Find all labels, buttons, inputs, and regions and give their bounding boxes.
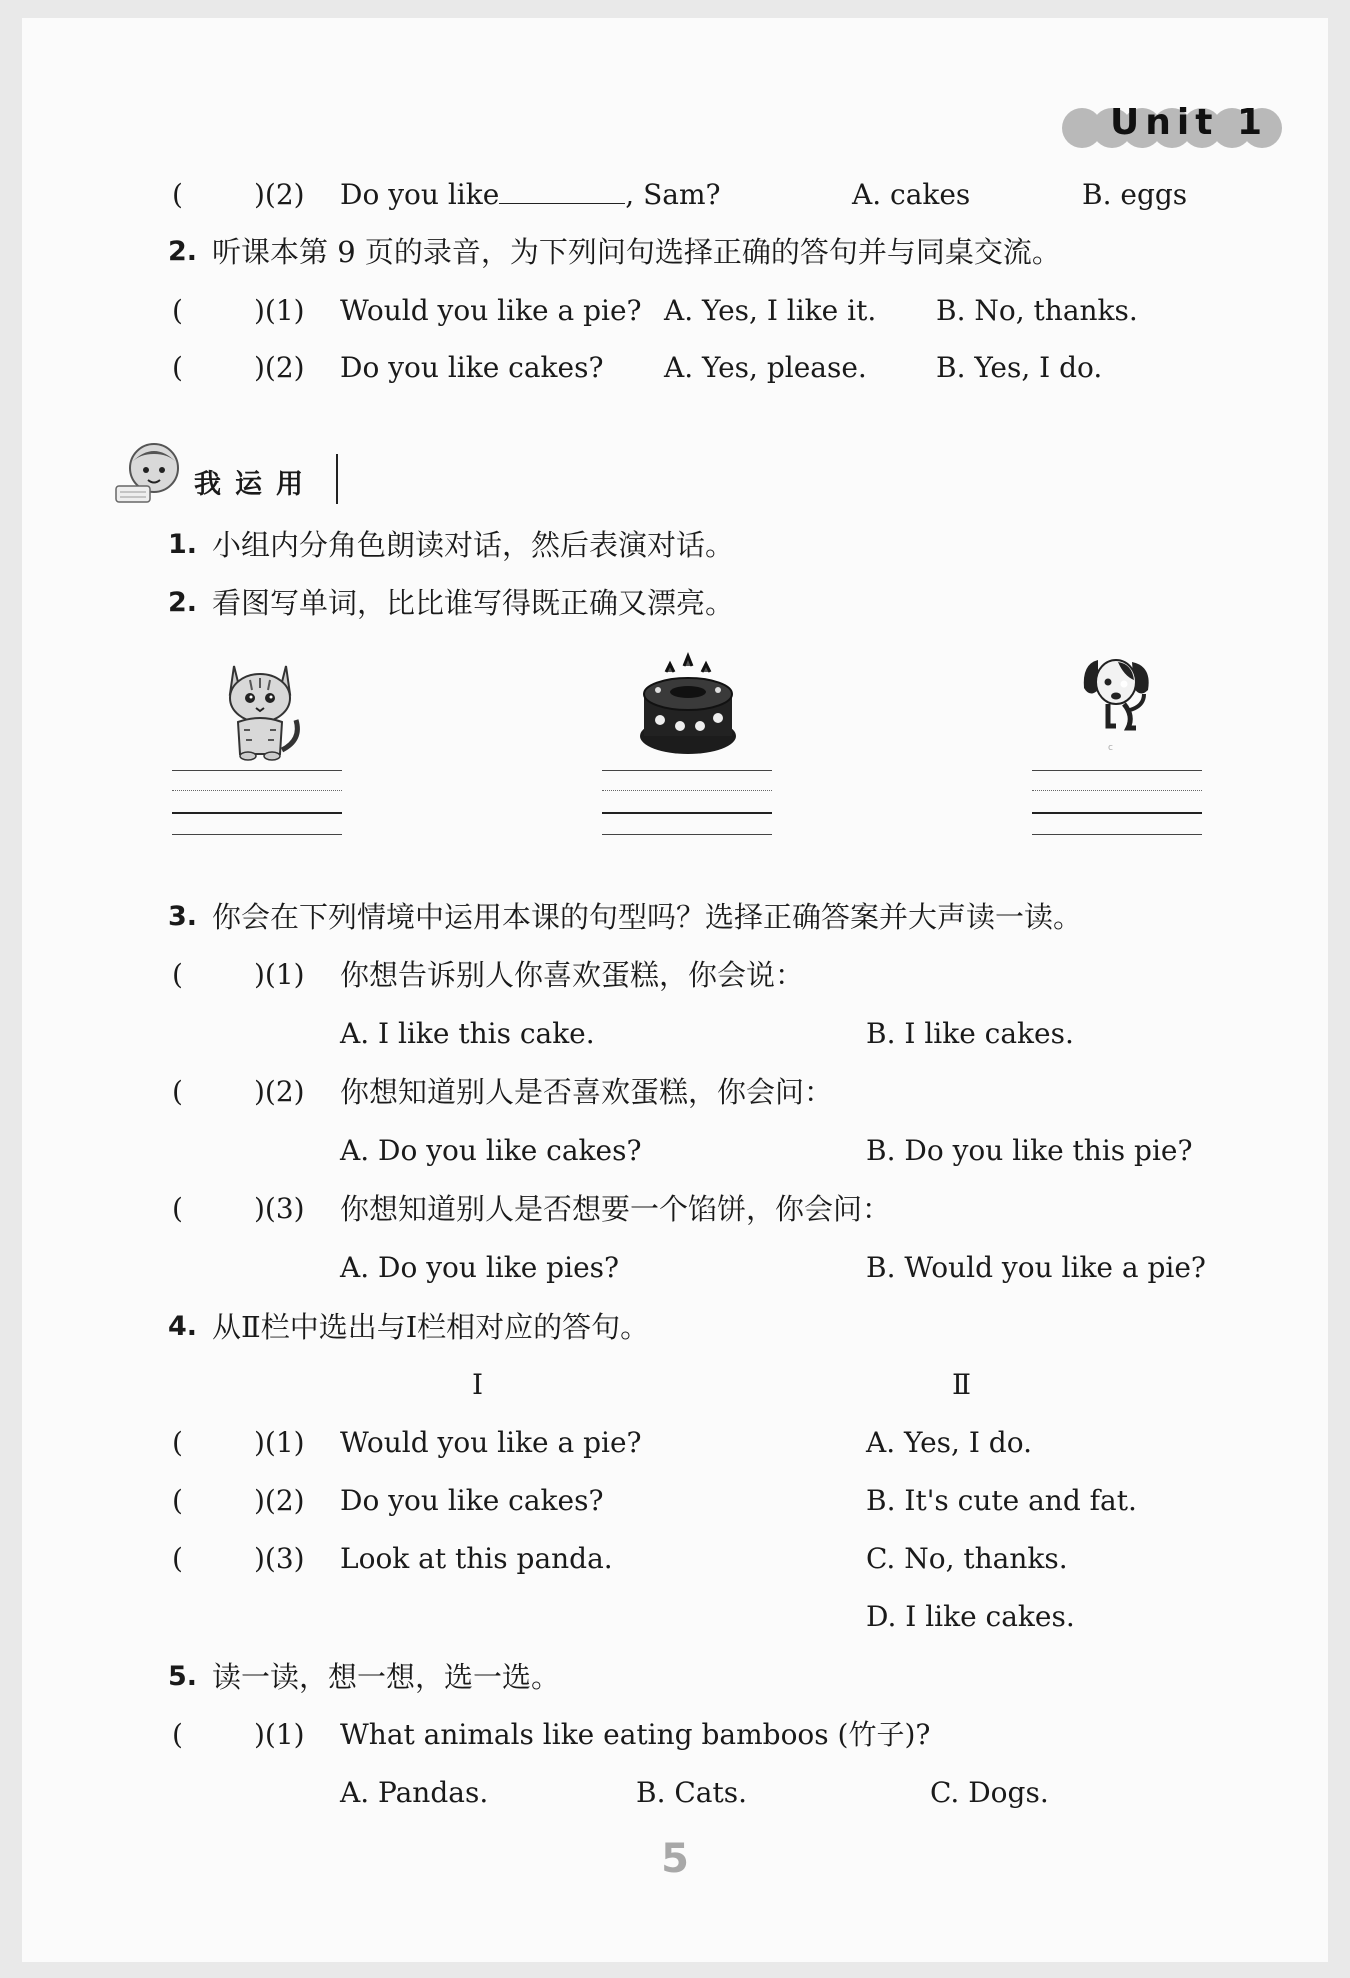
item-number: )(3) (254, 1192, 305, 1225)
column-heading-1: Ⅰ (472, 1368, 484, 1401)
answer-paren: ( (172, 351, 183, 384)
writing-lines[interactable] (1032, 770, 1202, 840)
option-b: B. Cats. (636, 1776, 748, 1809)
item-number: )(2) (254, 351, 305, 384)
answer-blank[interactable] (499, 179, 625, 204)
question-number: 2. (168, 236, 198, 267)
item-prompt: 你想告诉别人你喜欢蛋糕，你会说： (340, 958, 805, 992)
question-title: 小组内分角色朗读对话，然后表演对话。 (212, 528, 735, 562)
option-b: B. Would you like a pie? (866, 1251, 1206, 1284)
question-number: 1. (168, 529, 198, 560)
question-text: Would you like a pie? (340, 294, 642, 327)
svg-text:c: c (1108, 743, 1113, 753)
workbook-page (22, 18, 1328, 1962)
answer-choice: B. It's cute and fat. (866, 1484, 1137, 1517)
option-b: B. I like cakes. (866, 1017, 1074, 1050)
answer-paren: ( (172, 1426, 183, 1459)
writing-lines[interactable] (172, 770, 342, 840)
item-number: )(2) (254, 1075, 305, 1108)
answer-paren: ( (172, 1542, 183, 1575)
unit-badge (1062, 98, 1290, 154)
column-heading-2: Ⅱ (952, 1368, 972, 1401)
option-a: A. Pandas. (340, 1776, 489, 1809)
question-text: Do you like cakes? (340, 1484, 604, 1517)
option-a: A. Do you like pies? (340, 1251, 620, 1284)
option-b: B. No, thanks. (936, 294, 1138, 327)
option-a: A. Do you like cakes? (340, 1134, 642, 1167)
section-title: 我运用 (194, 469, 317, 500)
cat-picture (216, 654, 306, 766)
question-number: 4. (168, 1311, 198, 1342)
option-c: C. Dogs. (930, 1776, 1049, 1809)
answer-choice: A. Yes, I do. (866, 1426, 1032, 1459)
item-prompt: 你想知道别人是否想要一个馅饼，你会问： (340, 1192, 892, 1226)
answer-choice: C. No, thanks. (866, 1542, 1068, 1575)
question-text: Would you like a pie? (340, 1426, 642, 1459)
option-b: B. eggs (1082, 178, 1188, 211)
option-a: A. Yes, I like it. (664, 294, 877, 327)
question-title: 听课本第 9 页的录音，为下列问句选择正确的答句并与同桌交流。 (212, 235, 1061, 269)
option-a: A. I like this cake. (340, 1017, 595, 1050)
cake-picture (636, 650, 740, 760)
option-a: A. Yes, please. (664, 351, 867, 384)
question-title: 从Ⅱ栏中选出与Ⅰ栏相对应的答句。 (212, 1310, 650, 1344)
question-title: 读一读，想一想，选一选。 (212, 1660, 561, 1694)
unit-label: Unit 1 (1110, 102, 1268, 143)
section-divider (336, 454, 338, 504)
item-number: )(1) (254, 958, 305, 991)
question-title: 看图写单词，比比谁写得既正确又漂亮。 (212, 586, 735, 620)
answer-paren: ( (172, 958, 183, 991)
question-text: What animals like eating bamboos (竹子)? (340, 1718, 931, 1751)
question-number: 5. (168, 1661, 198, 1692)
question-text: Do you like , Sam? (340, 178, 721, 211)
section-header (108, 436, 348, 508)
item-number: )(2) (254, 178, 305, 211)
answer-choice: D. I like cakes. (866, 1600, 1075, 1633)
answer-paren: ( (172, 1075, 183, 1108)
item-number: )(3) (254, 1542, 305, 1575)
item-prompt: 你想知道别人是否喜欢蛋糕，你会问： (340, 1075, 834, 1109)
writing-lines[interactable] (602, 770, 772, 840)
question-text: Look at this panda. (340, 1542, 613, 1575)
question-number: 3. (168, 901, 198, 932)
answer-paren: ( (172, 1484, 183, 1517)
mascot-icon (108, 436, 194, 508)
item-number: )(1) (254, 294, 305, 327)
item-number: )(2) (254, 1484, 305, 1517)
dog-picture (1078, 654, 1154, 754)
question-text: Do you like cakes? (340, 351, 604, 384)
option-a: A. cakes (852, 178, 971, 211)
option-b: B. Do you like this pie? (866, 1134, 1193, 1167)
answer-paren: ( (172, 294, 183, 327)
item-number: )(1) (254, 1718, 305, 1751)
option-b: B. Yes, I do. (936, 351, 1103, 384)
question-title: 你会在下列情境中运用本课的句型吗？选择正确答案并大声读一读。 (212, 900, 1083, 934)
question-number: 2. (168, 587, 198, 618)
answer-paren: ( (172, 1718, 183, 1751)
item-number: )(1) (254, 1426, 305, 1459)
answer-paren: ( (172, 178, 183, 211)
page-number: 5 (661, 1836, 689, 1882)
answer-paren: ( (172, 1192, 183, 1225)
